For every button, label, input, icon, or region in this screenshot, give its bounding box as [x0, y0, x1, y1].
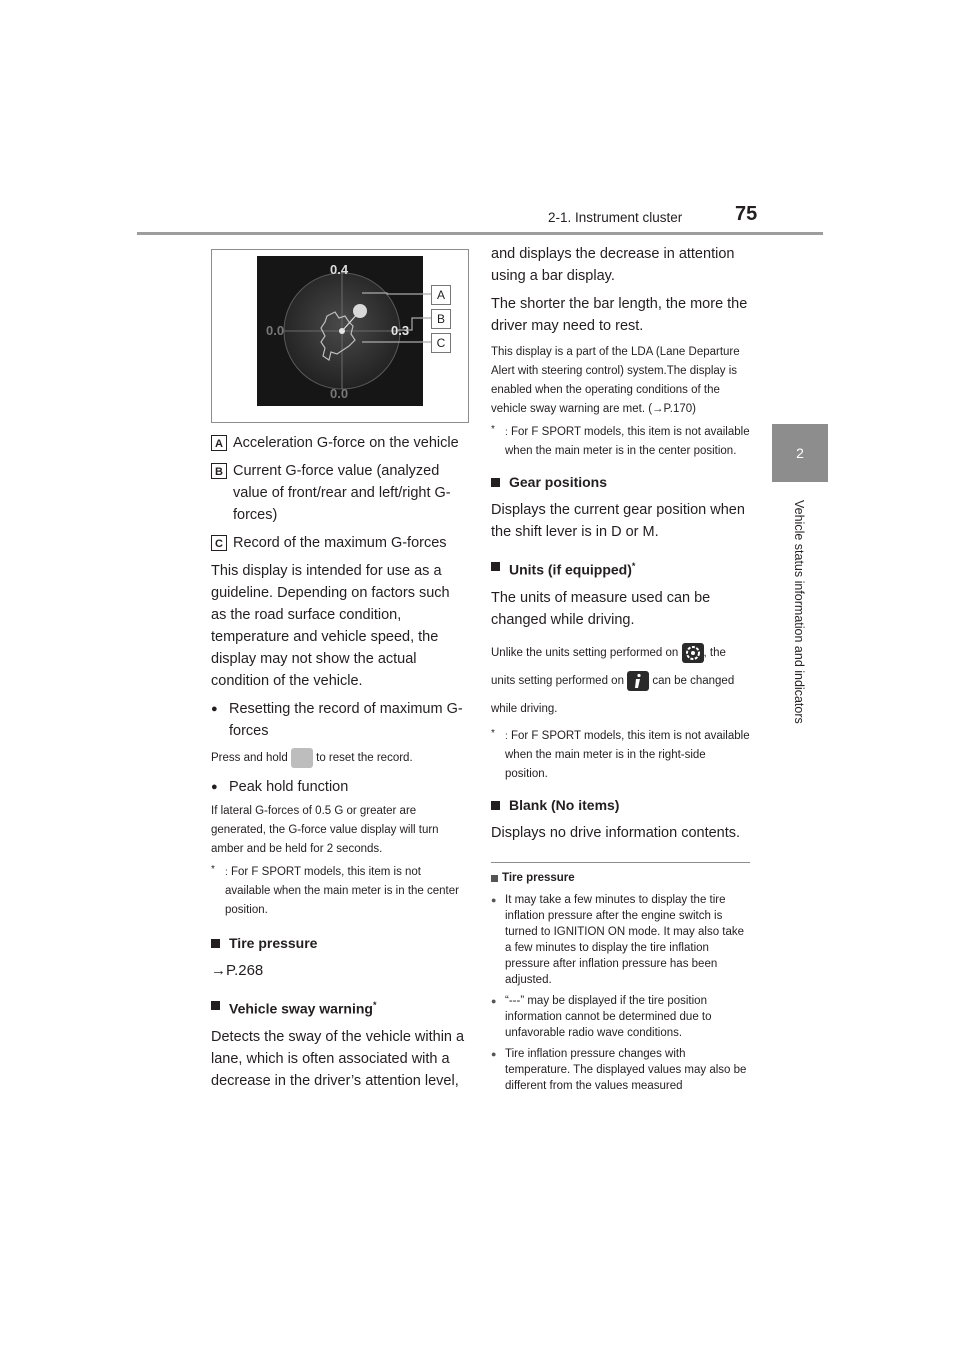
note-heading: Tire pressure	[491, 869, 750, 887]
gforce-top-value: 0.4	[330, 262, 349, 277]
footnote-left: * : For F SPORT models, this item is not available when the main meter is in the center position.	[211, 864, 459, 917]
right-column	[491, 243, 750, 1094]
peak-bullet: ● Peak hold function	[211, 776, 467, 798]
note-item: ● “---” may be displayed if the tire position information cannot be determined due to unfavorable radio wave conditions.	[491, 993, 750, 1041]
legend-label-c: C	[211, 535, 227, 551]
blank-text: Displays no drive information contents.	[491, 824, 741, 841]
footnote-right-2: * : For F SPORT models, this item is not available when the main meter is in the right-side position.	[491, 727, 750, 780]
page-number: 75	[735, 203, 758, 225]
chapter-side-title: Vehicle status information and indicators	[792, 500, 806, 724]
section-title: 2-1. Instrument cluster	[548, 210, 683, 225]
legend-item-b: B Current G-force value (analyzed value of front/rear and left/right G-forces)	[211, 460, 467, 526]
legend-item-c: C Record of the maximum G-forces	[211, 532, 467, 554]
gforce-bottom-value: 0.0	[330, 386, 349, 401]
blank-heading: Blank (No items)	[491, 794, 750, 816]
bar-text: The shorter the bar length, the more the driver may need to rest.	[491, 296, 748, 334]
note-item: ● Tire inflation pressure changes with temperature. The displayed values may also be different from the values measured	[491, 1046, 750, 1094]
left-column	[211, 432, 467, 1092]
note-item: ● It may take a few minutes to display the tire inflation pressure after the engine switch is turned to IGNITION ON mode. It may also take a few minutes to display the tire inflation pressure after inflation pressure has been adjusted.	[491, 892, 750, 988]
reset-instruction: Press and hold to reset the record.	[211, 748, 467, 768]
chapter-tab: 2	[772, 424, 828, 482]
tire-heading: Tire pressure	[211, 932, 467, 954]
sway-heading: Vehicle sway warning*	[211, 994, 467, 1020]
reset-button-icon	[291, 748, 313, 768]
header-divider	[137, 232, 823, 235]
gear-heading: Gear positions	[491, 471, 750, 493]
gear-text: Displays the current gear position when the shift lever is in D or M.	[491, 502, 745, 540]
legend-item-a: A Acceleration G-force on the vehicle	[211, 432, 467, 454]
callout-lines	[212, 250, 468, 422]
lda-text: This display is a part of the LDA (Lane Departure Alert with steering control) system.The display is enabled when the operating conditions of the vehicle sway warning are met. (→P.170)	[491, 346, 740, 415]
legend-label-a: A	[211, 435, 227, 451]
callout-a: A	[431, 285, 451, 305]
g-force-figure	[211, 249, 469, 423]
sway-continued: and displays the decrease in attention using a bar display.	[491, 246, 735, 284]
footnote-right-1: * : For F SPORT models, this item is not available when the main meter is in the center position.	[491, 424, 750, 457]
legend-label-b: B	[211, 463, 227, 479]
units-heading: Units (if equipped)*	[491, 555, 750, 581]
peak-text: If lateral G-forces of 0.5 G or greater are generated, the G-force value display will turn amber and be held for 2 seconds.	[211, 805, 439, 856]
reset-bullet: ● Resetting the record of maximum G-forces	[211, 698, 467, 742]
guideline-paragraph: This display is intended for use as a guideline. Depending on factors such as the road surface condition, temperature and vehicle speed, the display may not show the actual condition of the vehicle.	[211, 563, 450, 689]
note-divider	[491, 862, 750, 863]
callout-b: B	[431, 309, 451, 329]
gforce-left-value: 0.0	[266, 323, 285, 338]
tire-ref: →P.268	[211, 962, 264, 980]
units-text: The units of measure used can be changed while driving.	[491, 589, 711, 628]
gforce-right-value: 0.3	[391, 323, 410, 338]
units-note: Unlike the units setting performed on , the units setting performed on can be changed while driving.	[491, 639, 750, 723]
sway-text: Detects the sway of the vehicle within a lane, which is often associated with a decrease in the driver’s attention level,	[211, 1028, 465, 1089]
gear-icon	[682, 643, 704, 663]
callout-c: C	[431, 333, 451, 353]
info-icon	[627, 671, 649, 691]
